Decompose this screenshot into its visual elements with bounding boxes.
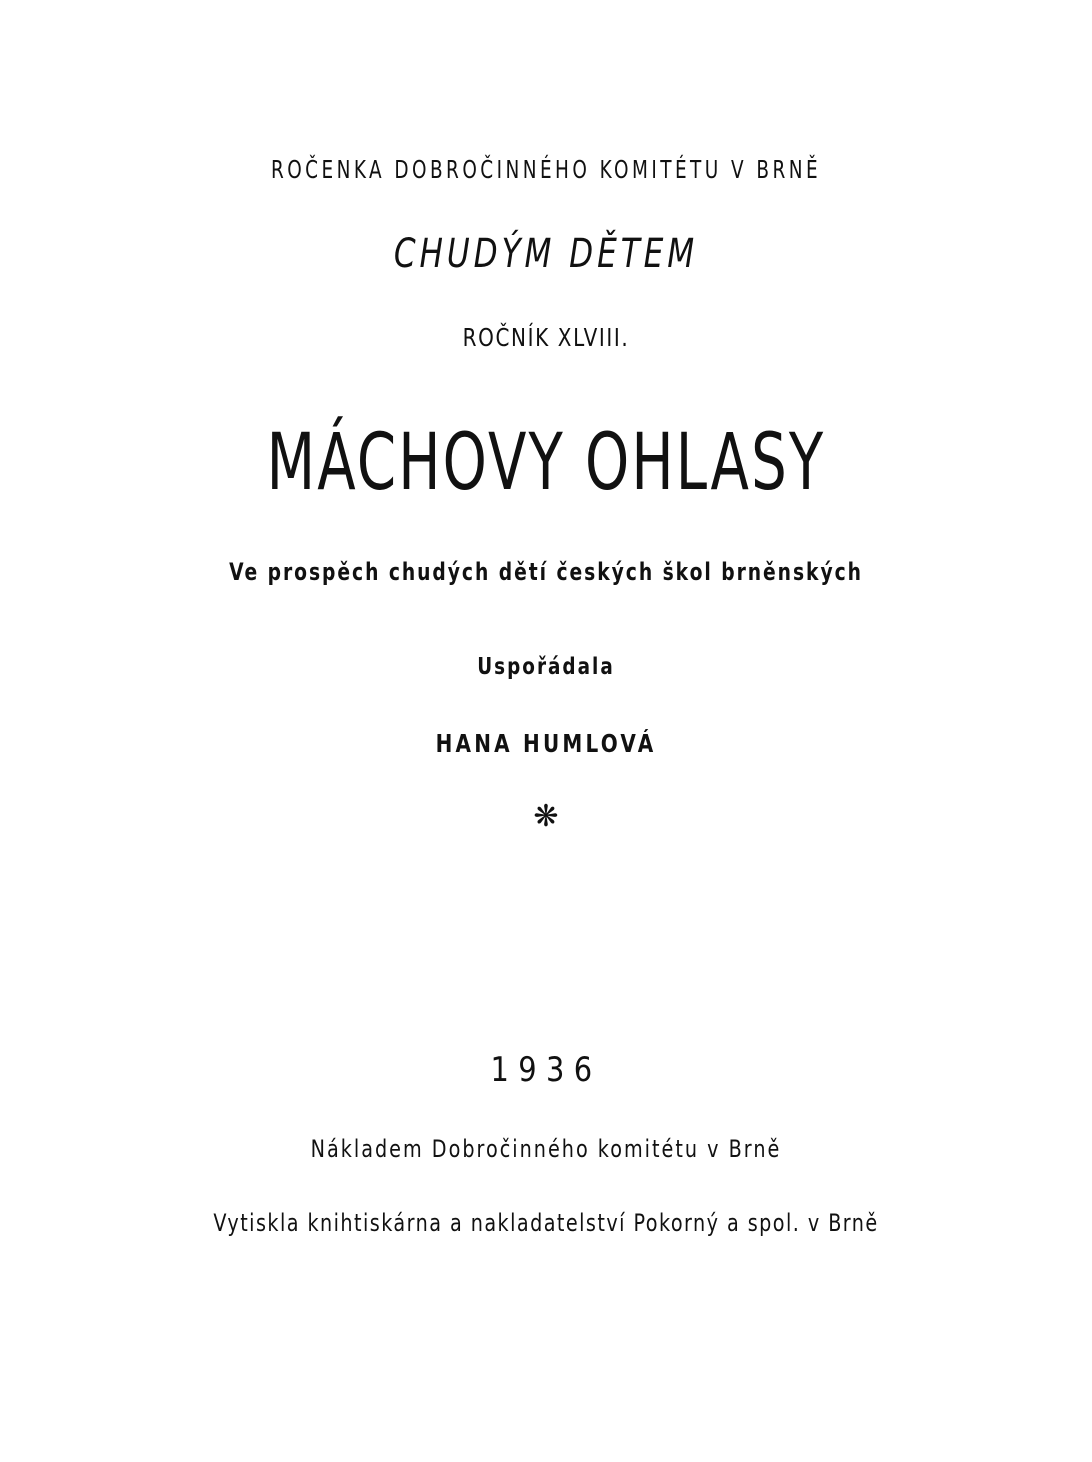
- arranged-by-label: Uspořádala: [477, 654, 615, 680]
- printer-line: Vytiskla knihtiskárna a nakladatelství Pokorný a spol. v Brně: [213, 1209, 879, 1237]
- series-heading: ROČENKA DOBROČINNÉHO KOMITÉTU V BRNĚ: [270, 155, 822, 184]
- book-title: MÁCHOVY OHLASY: [266, 418, 826, 508]
- purpose-line: Ve prospěch chudých dětí českých škol brněnských: [229, 558, 863, 586]
- editor-name: HANA HUMLOVÁ: [435, 729, 657, 758]
- publication-year: 1936: [490, 1050, 602, 1090]
- publisher-line: Nákladem Dobročinného komitétu v Brně: [310, 1135, 782, 1163]
- subtitle: CHUDÝM DĚTEM: [393, 231, 699, 277]
- volume-number: ROČNÍK XLVIII.: [462, 323, 630, 352]
- ornament-icon: ❋: [533, 799, 559, 834]
